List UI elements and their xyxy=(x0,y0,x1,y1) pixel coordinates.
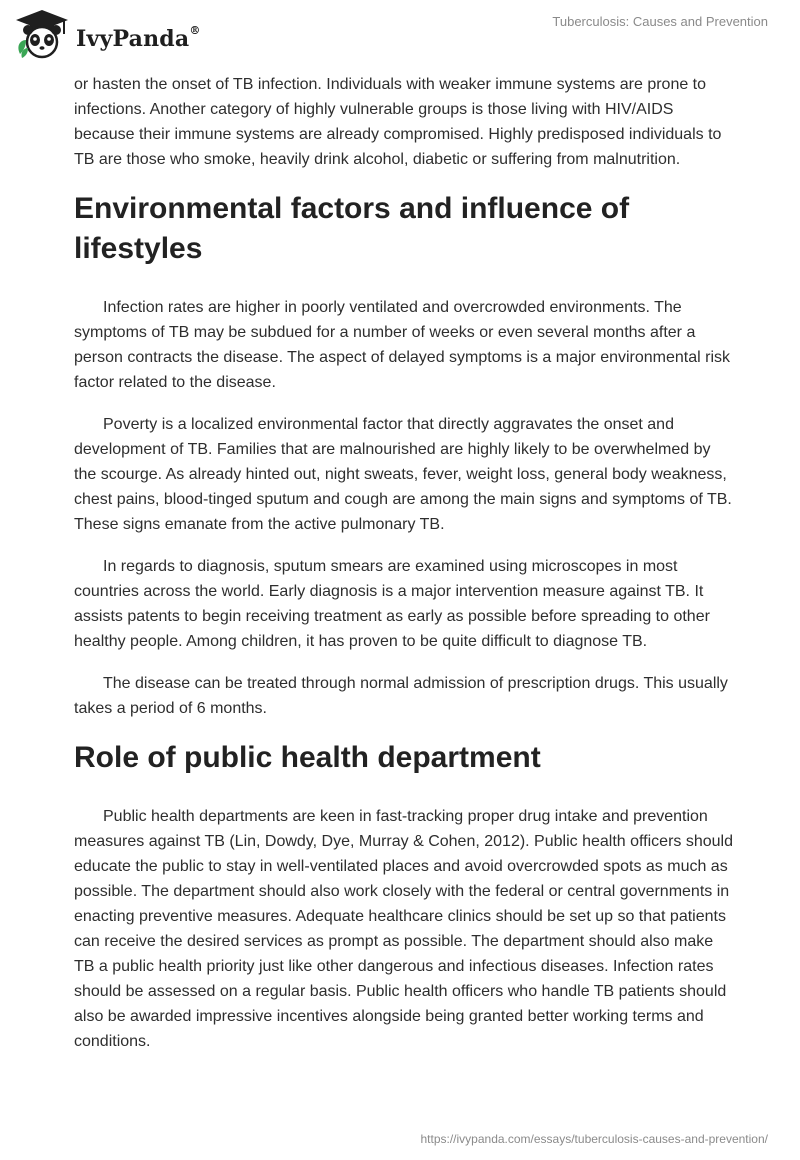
ivypanda-logo[interactable] xyxy=(14,8,214,62)
brand-name: IvyPanda® xyxy=(76,24,201,52)
section-heading-public-health: Role of public health department xyxy=(74,741,541,774)
paragraph: In regards to diagnosis, sputum smears are examined using microscopes in most countries across the world. Early diagnosis is a major intervention measure against TB. It assists patents to begin receiving treatment as early as possible before spreading to other healthy people. Among children, it has proven to be quite difficult to diagnose TB. xyxy=(74,558,710,650)
intro-paragraph: or hasten the onset of TB infection. Individuals with weaker immune systems are prone to infections. Another category of highly vulnerable groups is those living with HIV/AIDS because their immune systems are already compromised. Highly predisposed individuals to TB are those who smoke, heavily drink alcohol, diabetic or suffering from malnutrition. xyxy=(74,76,722,168)
section-heading-environmental: Environmental factors and influence of lifestyles xyxy=(74,192,630,265)
essay-content xyxy=(74,72,734,1071)
page-header xyxy=(0,0,800,70)
paragraph: The disease can be treated through normal admission of prescription drugs. This usually takes a period of 6 months. xyxy=(74,675,728,717)
paragraph: Public health departments are keen in fast-tracking proper drug intake and prevention measures against TB (Lin, Dowdy, Dye, Murray & Cohen, 2012). Public health officers should educate the public to stay in well-ventilated places and avoid overcrowded spots as much as possible. The department should also work closely with the federal or central governments in enacting preventive measures. Adequate healthcare clinics should be set up so that patients can receive the desired services as prompt as possible. The department should also make TB a public health priority just like other dangerous and infectious diseases. Infection rates should be assessed on a regular basis. Public health officers who handle TB patients should also be awarded impressive incentives alongside being granted better working terms and conditions. xyxy=(74,808,733,1050)
paragraph: Infection rates are higher in poorly ventilated and overcrowded environments. The symptoms of TB may be subdued for a number of weeks or even several months after a person contracts the disease. The aspect of delayed symptoms is a major environmental risk factor related to the disease. xyxy=(74,299,731,391)
paragraph: Poverty is a localized environmental factor that directly aggravates the onset and development of TB. Families that are malnourished are highly likely to be overwhelmed by the scourge. As already hinted out, night sweats, fever, weight loss, general body weakness, chest pains, blood-tinged sputum and cough are among the main signs and symptoms of TB. These signs emanate from the active pulmonary TB. xyxy=(74,416,732,533)
document-title: Tuberculosis: Causes and Prevention xyxy=(552,14,768,29)
panda-graduate-icon xyxy=(14,8,70,62)
source-url[interactable]: https://ivypanda.com/essays/tuberculosis-causes-and-prevention/ xyxy=(420,1132,768,1146)
